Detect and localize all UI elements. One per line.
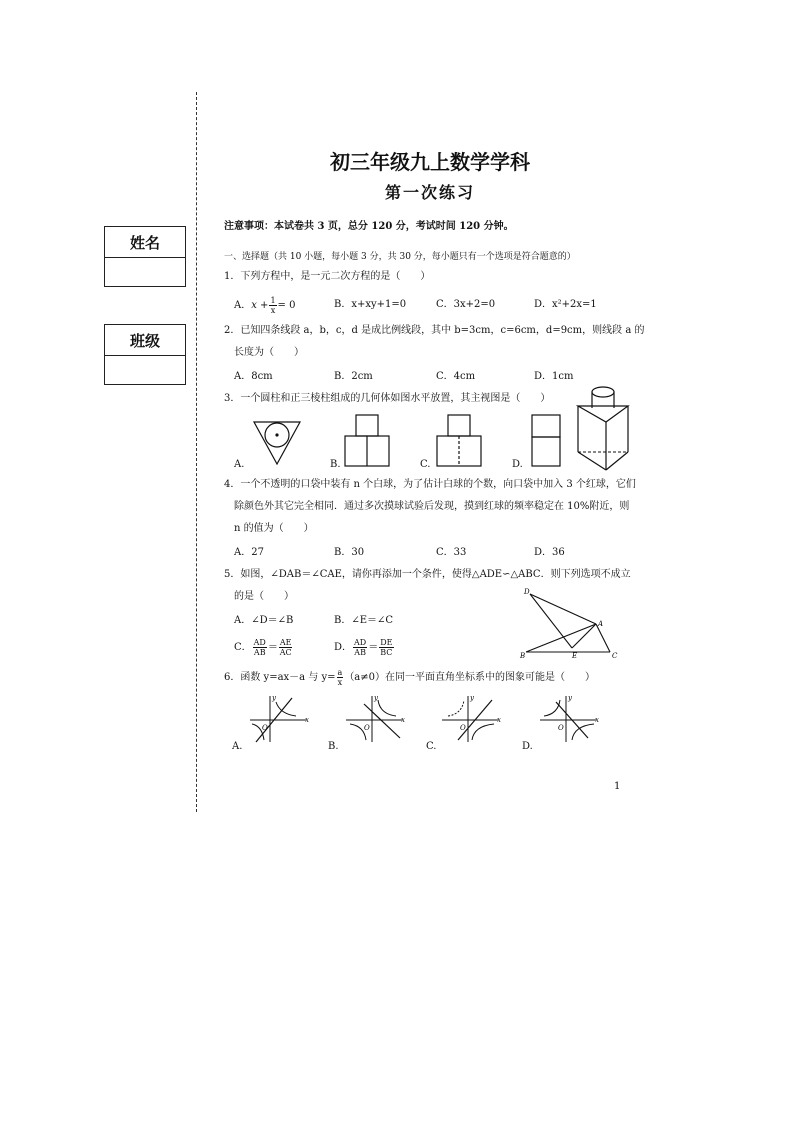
section-heading: 一、选择题（共 10 小题，每小题 3 分，共 30 分，每小题只有一个选项是符合题意的） [224, 252, 576, 262]
q3-option-c: C. [420, 459, 431, 470]
class-box [104, 324, 186, 385]
binding-dashed-line [196, 92, 197, 812]
q4-option-c: C．33 [436, 547, 467, 558]
svg-text:O: O [262, 724, 268, 732]
svg-text:y: y [374, 694, 378, 702]
svg-text:x: x [305, 716, 309, 724]
q2-stem-cont: 长度为（ ） [234, 347, 304, 358]
q3-option-a: A. [234, 459, 245, 470]
q5-option-a: A．∠D＝∠B [234, 615, 294, 626]
svg-text:x: x [595, 716, 599, 724]
q1-option-a: A．x + $\frac{1}{x}$ = 0 [234, 296, 296, 315]
name-label: 姓名 [105, 227, 185, 258]
q3-figure-b [344, 414, 390, 468]
q3-option-d: D. [512, 459, 523, 470]
q2-option-d: D．1cm [534, 371, 574, 382]
q1-option-b: B．x+xy+1=0 [334, 299, 407, 310]
q6-option-a: A. [232, 741, 243, 752]
q5-option-c: C． $\frac{AD}{AB}$ ＝ $\frac{AE}{AC}$ [234, 638, 292, 657]
class-label: 班级 [105, 325, 185, 356]
q1-stem: 1．下列方程中，是一元二次方程的是（ ） [224, 271, 431, 282]
q6-graph-b [344, 694, 404, 744]
page-number: 1 [614, 781, 621, 792]
q6-option-b: B. [328, 741, 339, 752]
q6-option-d: D. [522, 741, 533, 752]
q6-graph-d [538, 694, 598, 744]
q5-option-b: B．∠E＝∠C [334, 615, 394, 626]
q3-stem: 3．一个圆柱和正三棱柱组成的几何体如图水平放置，其主视图是（ ） [224, 393, 551, 404]
q5-label-b: B [520, 652, 526, 660]
notice-text: 注意事项：本试卷共 3 页，总分 120 分，考试时间 120 分钟。 [224, 221, 514, 232]
q5-label-a: A [598, 620, 604, 628]
svg-text:x: x [497, 716, 501, 724]
q4-stem: 4．一个不透明的口袋中装有 n 个白球，为了估计白球的个数，向口袋中加入 3 个红球，它们 [224, 479, 636, 490]
q5-stem: 5．如图，∠DAB＝∠CAE，请你再添加一个条件，使得△ADE∽△ABC．则下列选项不成立 [224, 569, 631, 580]
page-title: 初三年级九上数学学科 [330, 150, 530, 174]
q3-figure-c [436, 414, 482, 468]
q5-label-e: E [572, 652, 578, 660]
q6-graph-c [440, 694, 500, 744]
q2-option-c: C．4cm [436, 371, 476, 382]
svg-text:y: y [272, 694, 276, 702]
svg-text:O: O [460, 724, 466, 732]
q6-stem: 6．函数 y=ax－a 与 y= $\frac{a}{x}$ （a≠0）在同一平面直角坐标系中的图象可能是（ ） [224, 668, 596, 687]
q3-option-b: B. [330, 459, 341, 470]
q3-solid-figure [576, 384, 630, 472]
svg-text:x: x [401, 716, 405, 724]
q4-option-b: B．30 [334, 547, 365, 558]
page-subtitle: 第一次练习 [384, 183, 475, 202]
q6-option-c: C. [426, 741, 437, 752]
q2-stem: 2．已知四条线段 a，b，c，d 是成比例线段，其中 b=3cm，c=6cm，d=9cm，则线段 a 的 [224, 325, 645, 336]
q1-option-d: D．x²+2x=1 [534, 299, 597, 310]
q2-option-a: A．8cm [234, 371, 273, 382]
q3-figure-a [252, 418, 302, 468]
q3-figure-d [530, 414, 564, 468]
q4-stem-cont2: n 的值为（ ） [234, 523, 314, 534]
svg-text:O: O [364, 724, 370, 732]
q4-option-a: A．27 [234, 547, 264, 558]
name-box [104, 226, 186, 287]
q2-option-b: B．2cm [334, 371, 373, 382]
q1-fraction: $\frac{1}{x}$ [270, 296, 276, 315]
class-field[interactable] [105, 356, 185, 384]
q4-option-d: D．36 [534, 547, 565, 558]
q6-graph-a [248, 694, 308, 744]
svg-text:y: y [470, 694, 474, 702]
q5-label-d: D [524, 588, 530, 596]
q5-triangle-figure [520, 586, 624, 660]
q5-label-c: C [612, 652, 618, 660]
q5-stem-cont: 的是（ ） [234, 591, 294, 602]
q1-option-c: C．3x+2=0 [436, 299, 496, 310]
svg-text:O: O [558, 724, 564, 732]
svg-text:y: y [568, 694, 572, 702]
name-field[interactable] [105, 258, 185, 286]
q4-stem-cont: 除颜色外其它完全相同．通过多次摸球试验后发现，摸到红球的频率稳定在 10%附近，则 [234, 501, 630, 512]
q5-option-d: D． $\frac{AD}{AB}$ ＝ $\frac{DE}{BC}$ [334, 638, 393, 657]
